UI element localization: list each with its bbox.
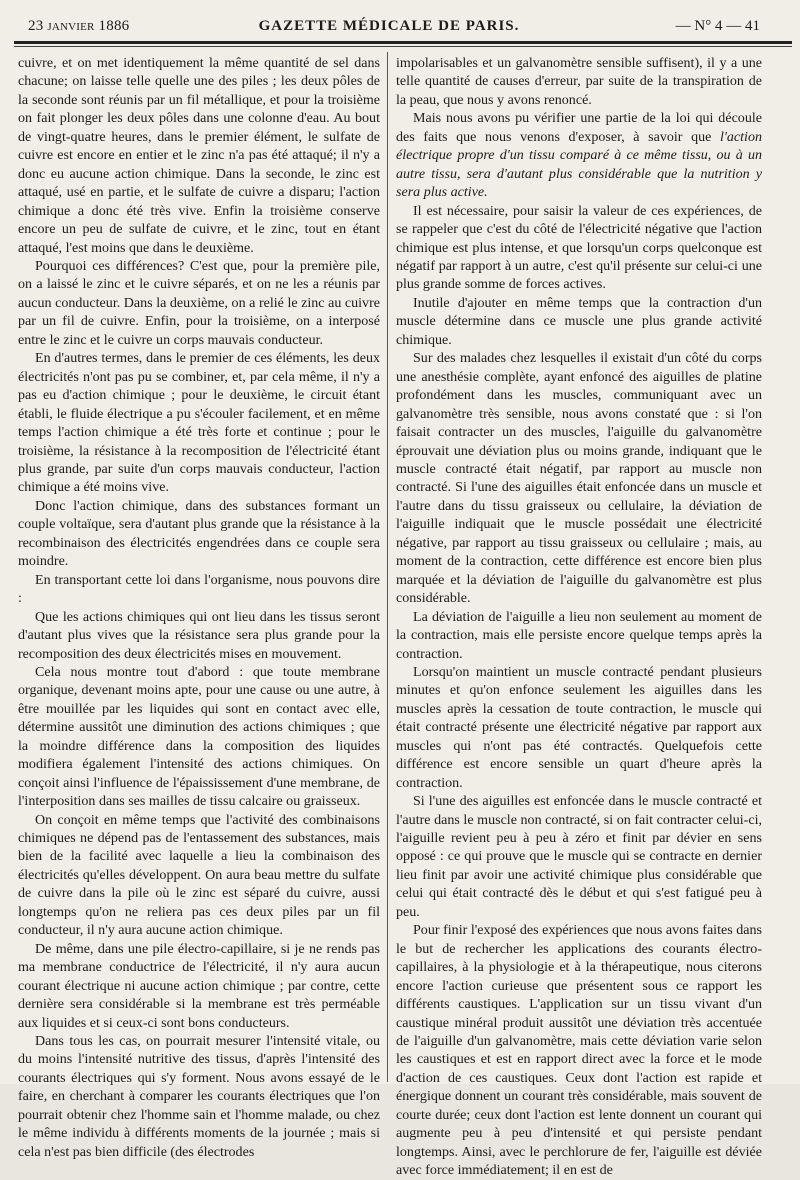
paragraph: En d'autres termes, dans le premier de ces éléments, les deux électricités n'ont pas pu se combiner, et, par cela même, il n'y a pas eu d'action chimique ; pour le deuxième, le circuit étant établi, le fluide électrique a pu s'écouler facilement, et en même temps l'action chimique a été très forte et continue ; pour le troisième, la résistance à la recomposition de l'électricité étant plus grande, par suite d'un corps mauvais conducteur, l'action chimique a été moins vive. <box>18 350 380 496</box>
right-column <box>396 54 762 1179</box>
paragraph: De même, dans une pile électro-capillaire, si je ne rends pas ma membrane conductrice de l'électricité, il n'y aura aucun courant électrique ni aucune action chimique ; par contre, cette dernière sera considérable si la membrane est très perméable aux liquides et si ceux-ci sont bons conducteurs. <box>18 940 380 1031</box>
paragraph: Donc l'action chimique, dans des substances formant un couple voltaïque, sera d'autant plus grande que la résistance à la recombinaison des électricités engendrées dans ce couple sera moindre. <box>18 497 380 570</box>
paragraph: Pour finir l'exposé des expériences que nous avons faites dans le but de rechercher les applications des courants électro-capillaires, à la physiologie et à la thérapeutique, nous citerons encore l'action curieuse que présentent sous ce rapport les différents caustiques. L'application sur un tissu vivant d'un caustique minéral produit aussitôt une déviation très accentuée de l'aiguille d'un galvanomètre, mais cette déviation varie selon les caustiques et est en rapport direct avec la force et le mode d'action de ces caustiques. Ceux dont l'action est rapide et énergique donnent un courant très considérable, mais souvent de courte durée; ceux dont l'action est lente donnent un courant qui augmente peu à peu d'intensité et qui persiste pendant longtemps. Ainsi, avec le perchlorure de fer, l'aiguille est déviée avec force immédiatement; il en est de <box>396 922 762 1179</box>
paragraph: Lorsqu'on maintient un muscle contracté pendant plusieurs minutes et qu'on enfonce seulement les aiguilles dans les muscles après la cessation de toute contraction, le muscle qui était contracté présente une électricité négative par rapport aux muscles qui n'ont pas été contractés. Quelquefois cette différence est encore sensible un quart d'heure après la contraction. <box>396 663 762 791</box>
paragraph: Sur des malades chez lesquelles il existait d'un côté du corps une anesthésie complète, ayant enfoncé des aiguilles de platine profondément dans les muscles, communiquant avec un galvanomètre très sensible, nous avons constaté que : si l'on faisait contracter un des muscles, l'aiguille du galvanomètre éprouvait une déviation plus ou moins grande, indiquant que le muscle contracté était négatif, par rapport au muscle non contracté. Si l'une des aiguilles était enfoncée dans un muscle et l'autre dans du tissu graisseux ou cellulaire, la déviation de l'aiguille indiquait que le muscle possédait une électricité négative, par rapport au tissu graisseux ou cellulaire ; mais, au moment de la contraction, cette différence est encore bien plus marquée et la déviation de l'aiguille du galvanomètre est plus considérable. <box>396 350 762 607</box>
header-thin-rule <box>14 46 792 47</box>
date-month: JANVIER <box>47 21 95 33</box>
paragraph: Cela nous montre tout d'abord : que toute membrane organique, devenant moins apte, pour une cause ou une autre, à être mouillée par les liquides qui sont en contact avec elle, détermine aussitôt une diminution des actions chimiques ; que la moindre différence dans la composition des liquides modifiera également l'intensité des actions chimiques. On conçoit ainsi l'influence de l'épaississement d'une membrane, de l'interposition dans ses mailles de tissu calcaire ou graisseux. <box>18 663 380 810</box>
column-divider <box>387 52 388 1082</box>
paragraph: impolarisables et un galvanomètre sensible suffisent), il y a une telle quantité de causes d'erreur, par suite de la transpiration de la peau, que nous y avons renoncé. <box>396 55 762 108</box>
paragraph: cuivre, et on met identiquement la même quantité de sel dans chacune; on laisse telle quelle une des piles ; les deux pôles de la seconde sont réunis par un fil métallique, et pour la troisième on fait plonger les deux pôles dans une colonne d'eau. Au bout de vingt-quatre heures, dans le premier élément, le sulfate de cuivre est encore en entier et le zinc n'a pas été attaqué; il n'y a donc eu aucune action chimique. Dans la seconde, le zinc est attaqué, usé en partie, et le sulfate de cuivre a disparu; l'action chimique a donc été très vive. Enfin la troisième conserve encore un peu de sulfate de cuivre, et le zinc, tout en étant attaqué, l'est moins que dans le deuxième. <box>18 55 380 256</box>
date-day: 23 <box>28 18 44 34</box>
paragraph: Que les actions chimiques qui ont lieu dans les tissus seront d'autant plus vives que la résistance sera plus grande pour la recomposition des deux électricités mises en mouvement. <box>18 608 380 662</box>
paragraph: Inutile d'ajouter en même temps que la contraction d'un muscle détermine dans ce muscle une plus grande activité chimique. <box>396 294 762 348</box>
paragraph: On conçoit en même temps que l'activité des combinaisons chimiques ne dépend pas de l'entassement des substances, mais bien de la facilité avec laquelle a lieu la combinaison des électricités qu'elles développent. On aura beau mettre du sulfate de cuivre dans la pile où le zinc est séparé du cuivre, aussi longtemps qu'on ne reliera pas ces deux piles par un fil conducteur, il n'y aura aucune action chimique. <box>18 811 380 939</box>
journal-title: GAZETTE MÉDICALE DE PARIS. <box>258 18 520 34</box>
paragraph: Si l'une des aiguilles est enfoncée dans le muscle contracté et l'autre dans le muscle non contracté, si on fait contracter celui-ci, l'aiguille revient peu à peu à zéro et finit par dévier en sens opposé : ce qui prouve que le muscle qui se contracte en dernier lieu finit par avoir une activité chimique plus considérable que celui qui était contracté dès le début et qui s'est fatigué peu à peu. <box>396 793 762 920</box>
paragraph: Il est nécessaire, pour saisir la valeur de ces expériences, de se rappeler que c'est du côté de l'électricité négative que l'action chimique est plus intense, et que lorsqu'un corps quelconque est négatif par rapport à un autre, c'est qu'il présente sur celui-ci une plus grande somme de forces actives. <box>396 202 762 293</box>
header-thick-rule <box>14 41 792 44</box>
page-header <box>18 18 760 38</box>
emphasized-law: l'action électrique propre d'un tissu comparé à ce même tissu, ou à un autre tissu, sera d'autant plus considérable que la nutrition y sera plus active. <box>396 128 762 201</box>
paragraph: Pourquoi ces différences? C'est que, pour la première pile, on a laissé le zinc et le cuivre séparés, et on ne les a réunis par aucun conducteur. Dans la deuxième, on a relié le zinc au cuivre par un fil de cuivre. Enfin, pour la troisième, on a interposé entre le zinc et le cuivre un corps mauvais conducteur. <box>18 257 380 348</box>
date-year: 1886 <box>98 18 130 34</box>
left-column <box>18 54 380 1160</box>
paragraph: En transportant cette loi dans l'organisme, nous pouvons dire : <box>18 571 380 607</box>
paragraph-text: Mais nous avons pu vérifier une partie de la loi qui découle des faits que nous venons d'exposer, à savoir que <box>396 110 762 145</box>
issue-page-number: — N° 4 — 41 <box>675 18 760 34</box>
paragraph <box>396 109 762 201</box>
paragraph: La déviation de l'aiguille a lieu non seulement au moment de la contraction, mais elle persiste encore quelque temps après la contraction. <box>396 608 762 662</box>
paragraph: Dans tous les cas, on pourrait mesurer l'intensité vitale, ou du moins l'intensité nutritive des tissus, d'après l'intensité des courants électriques qui s'y forment. Nous avons essayé de le faire, en cherchant à comparer les courants électriques que l'on pourrait obtenir chez l'homme sain et l'homme malade, ou chez le même individu à différents moments de la journée ; mais si cela n'est pas bien difficile (des électrodes <box>18 1033 380 1160</box>
